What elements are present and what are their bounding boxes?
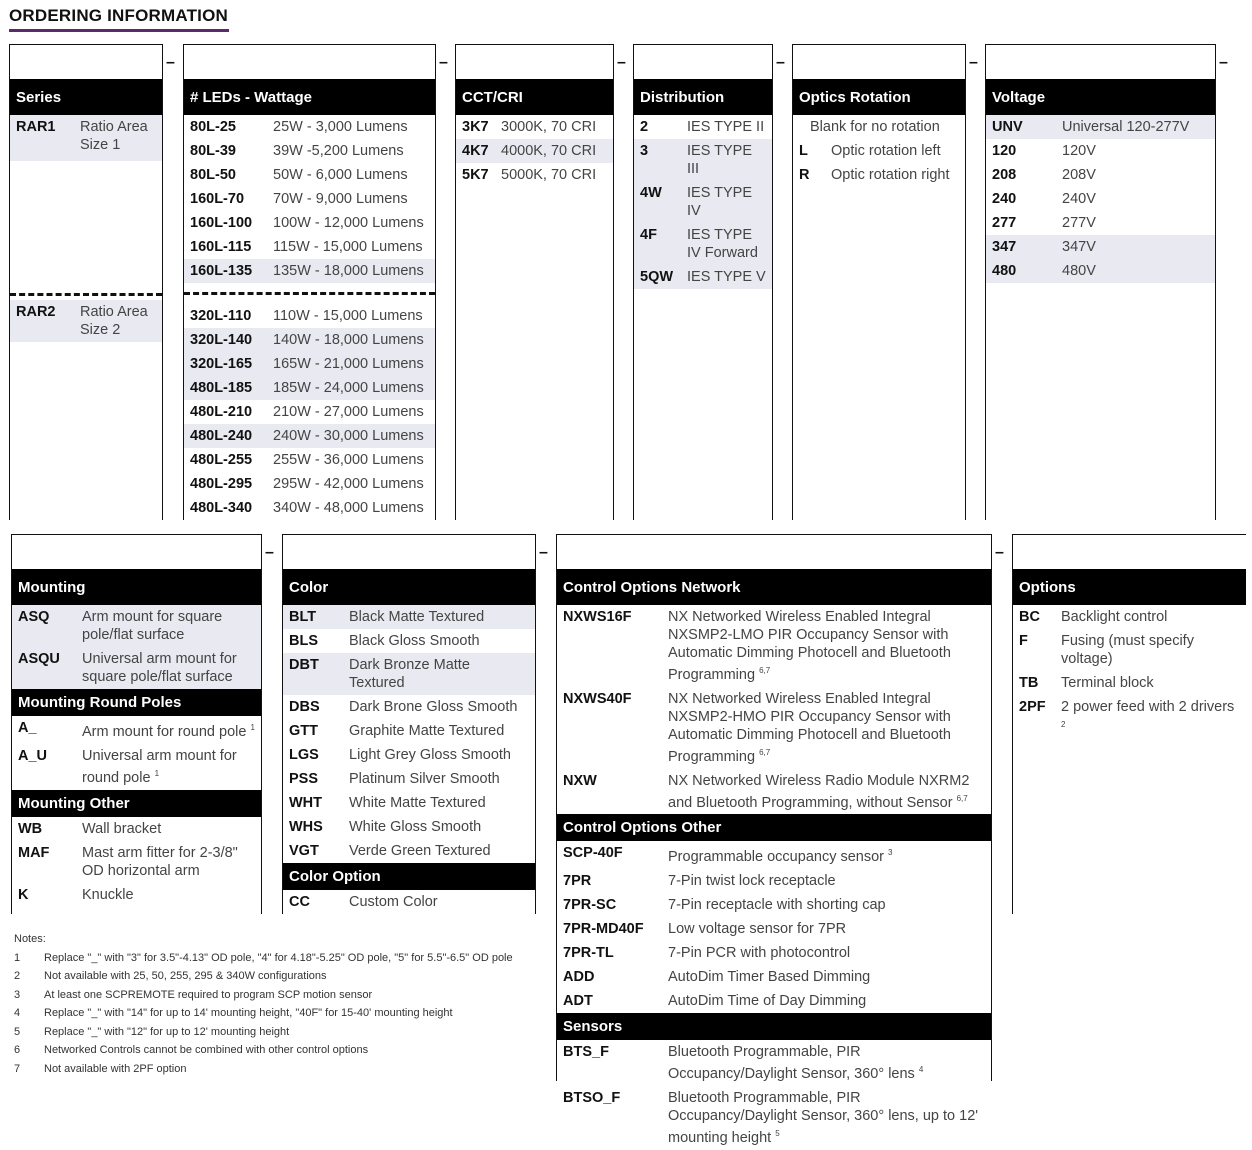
list-item: 4K7 4000K, 70 CRI (456, 139, 613, 163)
note-item: 6 Networked Controls cannot be combined with other control options (14, 1044, 369, 1056)
section-header: Sensors (557, 1013, 991, 1040)
distribution-header: Distribution (634, 79, 772, 115)
note-item: 5 Replace "_" with "12" for up to 12' mounting height (14, 1025, 290, 1038)
list-item: ASQ Arm mount for square pole/flat surface (12, 605, 261, 647)
list-item: RAR2 Ratio Area Size 2 (10, 300, 162, 342)
list-item: ADT AutoDim Time of Day Dimming (563, 993, 867, 1010)
divider (184, 292, 435, 295)
list-item: 7PR 7-Pin twist lock receptacle (563, 873, 836, 890)
list-item: 5K7 5000K, 70 CRI (462, 167, 597, 183)
optics-column (792, 44, 966, 520)
list-item: 3K7 3000K, 70 CRI (462, 119, 597, 135)
voltage-column (985, 44, 1216, 520)
series-column (9, 44, 163, 520)
voltage-header: Voltage (986, 79, 1215, 115)
list-item: 7PR-SC 7-Pin receptacle with shorting cap (563, 897, 886, 914)
optics-header: Optics Rotation (793, 79, 965, 115)
list-item: BTSO_F Bluetooth Programmable, PIR Occupancy/Daylight Sensor, 360° lens, up to 12' mounting height $^5$ (563, 1090, 979, 1146)
options-column (1012, 534, 1246, 914)
options-header: Options (1013, 569, 1246, 605)
section-header: Mounting Other (12, 790, 261, 817)
list-item: ASQU Universal arm mount for square pole/flat surface (12, 647, 261, 689)
note-item: 7 Not available with 2PF option (14, 1062, 187, 1075)
note-item: 1 Replace "_" with "3" for 3.5"-4.13" OD pole, "4" for 4.18"-5.25" OD pole, "5" for 5.5"-6.5" OD pole (14, 951, 513, 964)
list-item: A_ Arm mount for round pole $^1$ (18, 720, 255, 740)
list-item: WHS White Gloss Smooth (289, 819, 482, 835)
list-item: 480L-255 255W - 36,000 Lumens (190, 452, 424, 468)
leds-column (183, 44, 436, 520)
list-item: DBS Dark Brone Gloss Smooth (289, 699, 518, 715)
list-item: 80L-39 39W -5,200 Lumens (190, 143, 404, 159)
list-item: WHT White Matte Textured (289, 795, 486, 811)
list-item: A_U Universal arm mount for round pole $^1$ (18, 747, 237, 786)
list-item: 480 480V (986, 259, 1215, 283)
controls-header: Control Options Network (557, 569, 991, 605)
list-item: NXWS16F NX Networked Wireless Enabled Integral NXSMP2-LMO PIR Occupancy Sensor with Automatic Dimming Photocell and Bluetooth Programming $^{6,7}$ (563, 609, 951, 683)
list-item: 7PR-TL 7-Pin PCR with photocontrol (563, 945, 851, 962)
divider (10, 293, 162, 296)
list-item: R Optic rotation right (799, 167, 950, 183)
section-header: Color Option (283, 863, 535, 890)
cct-header: CCT/CRI (456, 79, 613, 115)
mounting-header: Mounting (12, 569, 261, 605)
list-item: 5QW IES TYPE V (634, 265, 772, 289)
list-item: LGS Light Grey Gloss Smooth (289, 747, 511, 763)
list-item: DBT Dark Bronze Matte Textured (283, 653, 535, 695)
list-item: 480L-340 340W - 48,000 Lumens (190, 500, 424, 516)
list-item: K Knuckle (18, 886, 134, 903)
title-underline (9, 29, 229, 32)
list-item: 160L-70 70W - 9,000 Lumens (190, 191, 408, 207)
section-header: Control Options Other (557, 814, 991, 841)
distribution-column (633, 44, 773, 520)
list-item: L Optic rotation left (799, 143, 941, 159)
list-item: GTT Graphite Matte Textured (289, 723, 505, 739)
series-header: Series (10, 79, 162, 115)
list-item: CC Custom Color (289, 894, 438, 910)
page-title: ORDERING INFORMATION (9, 6, 229, 25)
controls-column (556, 534, 992, 1146)
cct-column (455, 44, 614, 520)
list-item: 80L-50 50W - 6,000 Lumens (190, 167, 408, 183)
list-item: NXW NX Networked Wireless Radio Module NXRM2 and Bluetooth Programming, without Sensor $^{6,7}$ (563, 772, 970, 811)
list-item: 277 277V (992, 215, 1096, 231)
note-item: 4 Replace "_" with "14" for up to 14' mounting height, "40F" for 15-40' mounting height (14, 1007, 453, 1019)
list-item: VGT Verde Green Textured (289, 843, 491, 859)
list-item: RAR1 Ratio Area Size 1 (10, 115, 162, 161)
list-item: 480L-210 210W - 27,000 Lumens (190, 404, 424, 420)
color-column (282, 534, 536, 914)
list-item: 4F IES TYPE IV Forward (634, 223, 772, 265)
list-item: 480L-240 240W - 30,000 Lumens (184, 424, 435, 448)
list-item: 160L-115 115W - 15,000 Lumens (190, 239, 423, 255)
list-item: 320L-165 165W - 21,000 Lumens (184, 352, 435, 376)
notes (14, 930, 513, 1078)
list-item: BC Backlight control (1019, 609, 1168, 625)
list-item: 2 IES TYPE II (640, 119, 765, 135)
list-item: UNV Universal 120-277V (986, 115, 1215, 139)
list-item: WB Wall bracket (18, 820, 162, 837)
list-item: BLT Black Matte Textured (283, 605, 535, 629)
list-item: 480L-295 295W - 42,000 Lumens (190, 476, 424, 492)
list-item: 3 IES TYPE III (634, 139, 772, 181)
list-item: 4W IES TYPE IV (634, 181, 772, 223)
list-item: 320L-110 110W - 15,000 Lumens (190, 308, 423, 324)
note-item: 2 Not available with 25, 50, 255, 295 & 340W configurations (14, 970, 327, 982)
list-item: 480L-185 185W - 24,000 Lumens (184, 376, 435, 400)
list-item: 240 240V (992, 191, 1096, 207)
list-item: 160L-135 135W - 18,000 Lumens (184, 259, 435, 283)
list-item: BLS Black Gloss Smooth (289, 633, 480, 649)
list-item: 160L-100 100W - 12,000 Lumens (190, 215, 424, 231)
list-item: F Fusing (must specify voltage) (1019, 633, 1194, 667)
list-item: Blank for no rotation (810, 119, 940, 135)
note-item: 3 At least one SCPREMOTE required to program SCP motion sensor (14, 988, 373, 1001)
list-item: BTS_F Bluetooth Programmable, PIR Occupancy/Daylight Sensor, 360° lens $^4$ (563, 1044, 924, 1083)
mounting-column (11, 534, 262, 914)
section-header: Mounting Round Poles (12, 689, 261, 716)
list-item: TB Terminal block (1019, 675, 1154, 691)
list-item: 7PR-MD40F Low voltage sensor for 7PR (563, 921, 847, 938)
list-item: 320L-140 140W - 18,000 Lumens (184, 328, 435, 352)
list-item: 2PF 2 power feed with 2 drivers $^2$ (1019, 699, 1235, 729)
list-item: PSS Platinum Silver Smooth (289, 771, 500, 787)
list-item: MAF Mast arm fitter for 2-3/8" OD horizontal arm (18, 844, 238, 879)
list-item: ADD AutoDim Timer Based Dimming (563, 969, 871, 986)
list-item: 120 120V (992, 143, 1096, 159)
list-item: NXWS40F NX Networked Wireless Enabled Integral NXSMP2-HMO PIR Occupancy Sensor with Automatic Dimming Photocell and Bluetooth Programming $^{6,7}$ (563, 690, 951, 765)
list-item: 80L-25 25W - 3,000 Lumens (190, 119, 408, 135)
list-item: 347 347V (986, 235, 1215, 259)
notes-title: Notes: (14, 933, 46, 945)
list-item: SCP-40F Programmable occupancy sensor $^3$ (563, 845, 893, 866)
leds-header: # LEDs - Wattage (184, 79, 435, 115)
list-item: 208 208V (992, 167, 1096, 183)
color-header: Color (283, 569, 535, 605)
